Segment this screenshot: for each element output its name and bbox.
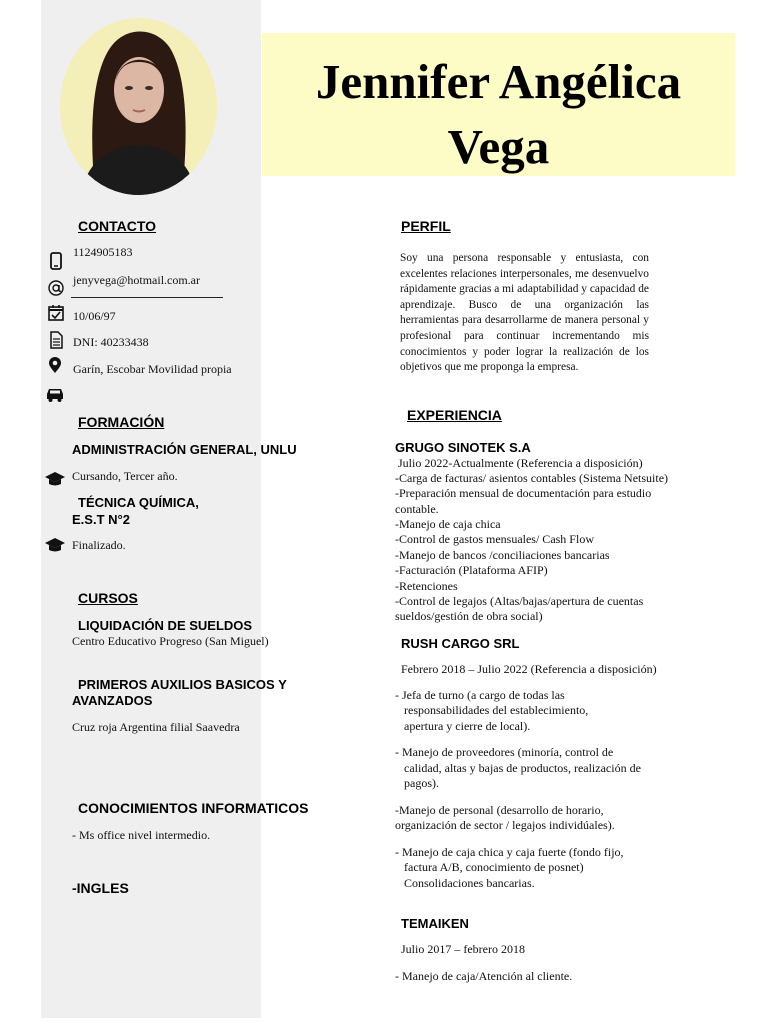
- education-heading: FORMACIÓN: [78, 414, 165, 430]
- job-line: calidad, altas y bajas de productos, realización de: [404, 761, 641, 775]
- job-line: -Facturación (Plataforma AFIP): [395, 563, 548, 577]
- calendar-icon: [47, 304, 65, 322]
- profile-heading: PERFIL: [401, 218, 451, 234]
- job-line: -Manejo de personal (desarrollo de horario,: [395, 803, 604, 817]
- graduation-cap-icon: [44, 470, 66, 488]
- job-line: factura A/B, conocimiento de posnet): [404, 860, 584, 874]
- job-company-2: RUSH CARGO SRL: [401, 636, 520, 651]
- profile-text: Soy una persona responsable y entusiasta, con excelentes relaciones interpersonales, me desenvuelvo rápidamente gracias a mi adaptabilidad y capacidad de aprendizaje. Busco de una organización las herramientas para desarrollarme de manera personal y profesional para continuar incrementando mis conocimientos y poder lograr la realización de los objetivos que me proponga la empresa.: [400, 252, 649, 374]
- job-line: -Retenciones: [395, 579, 458, 593]
- contact-birthdate: 10/06/97: [73, 309, 116, 323]
- job-line: contable.: [395, 502, 439, 516]
- job-line: - Jefa de turno (a cargo de todas las: [395, 688, 565, 702]
- job-line: apertura y cierre de local).: [404, 719, 531, 733]
- job-line: -Preparación mensual de documentación para estudio: [395, 486, 652, 500]
- course-place-1: Centro Educativo Progreso (San Miguel): [72, 634, 269, 648]
- courses-heading: CURSOS: [78, 590, 138, 606]
- name-line-2: Vega: [447, 119, 550, 174]
- contact-dni: DNI: 40233438: [73, 335, 149, 349]
- job-period-2: Febrero 2018 – Julio 2022 (Referencia a disposición): [401, 662, 657, 676]
- contact-address: Garín, Escobar Movilidad propia: [73, 362, 232, 376]
- job-period-3: Julio 2017 – febrero 2018: [401, 942, 525, 956]
- job-company-3: TEMAIKEN: [401, 916, 469, 931]
- profile-photo: [60, 18, 217, 195]
- computing-text: - Ms office nivel intermedio.: [72, 828, 211, 842]
- experience-heading: EXPERIENCIA: [407, 407, 502, 423]
- job-line: Consolidaciones bancarias.: [404, 876, 535, 890]
- course-title-2a: PRIMEROS AUXILIOS BASICOS Y: [78, 677, 287, 692]
- education-title-2b: E.S.T N°2: [72, 512, 130, 527]
- job-line: -Manejo de bancos /conciliaciones bancarias: [395, 548, 610, 562]
- education-status-1: Cursando, Tercer año.: [72, 469, 178, 483]
- education-status-2: Finalizado.: [72, 538, 126, 552]
- job-line: sueldos/gestión de obra social): [395, 609, 543, 623]
- document-icon: [47, 331, 65, 349]
- location-pin-icon: [46, 356, 64, 374]
- job-line: -Carga de facturas/ asientos contables (Sistema Netsuite): [395, 471, 669, 485]
- phone-icon: [47, 252, 65, 270]
- job-company-1: GRUGO SINOTEK S.A: [395, 440, 531, 455]
- course-title-1: LIQUIDACIÓN DE SUELDOS: [78, 618, 253, 633]
- graduation-cap-icon: [44, 536, 66, 554]
- education-title-1: ADMINISTRACIÓN GENERAL, UNLU: [72, 442, 297, 457]
- job-line: responsabilidades del establecimiento,: [404, 703, 589, 717]
- job-period-1: Julio 2022-Actualmente (Referencia a disposición): [398, 456, 643, 470]
- at-sign-icon: [47, 279, 65, 297]
- job-line: - Manejo de caja/Atención al cliente.: [395, 969, 573, 983]
- job-line: organización de sector / legajos individúales).: [395, 818, 615, 832]
- job-line: -Control de gastos mensuales/ Cash Flow: [395, 532, 594, 546]
- contact-heading: CONTACTO: [78, 218, 157, 234]
- course-title-2b: AVANZADOS: [72, 693, 153, 708]
- contact-email[interactable]: jenyvega@hotmail.com.ar: [73, 273, 201, 287]
- avatar-illustration: [60, 18, 217, 195]
- car-icon: [45, 385, 65, 403]
- english-heading: -INGLES: [72, 880, 129, 896]
- job-line: - Manejo de caja chica y caja fuerte (fondo fijo,: [395, 845, 624, 859]
- name-line-1: Jennifer Angélica: [315, 54, 682, 109]
- job-line: pagos).: [404, 776, 439, 790]
- job-line: -Manejo de caja chica: [395, 517, 501, 531]
- computing-heading: CONOCIMIENTOS INFORMATICOS: [78, 800, 309, 816]
- education-title-2a: TÉCNICA QUÍMICA,: [78, 495, 199, 510]
- divider: [71, 297, 223, 298]
- contact-phone: 1124905183: [73, 245, 133, 259]
- job-line: -Control de legajos (Altas/bajas/apertura de cuentas: [395, 594, 644, 608]
- course-place-2: Cruz roja Argentina filial Saavedra: [72, 720, 240, 734]
- job-line: - Manejo de proveedores (minoría, control de: [395, 745, 614, 759]
